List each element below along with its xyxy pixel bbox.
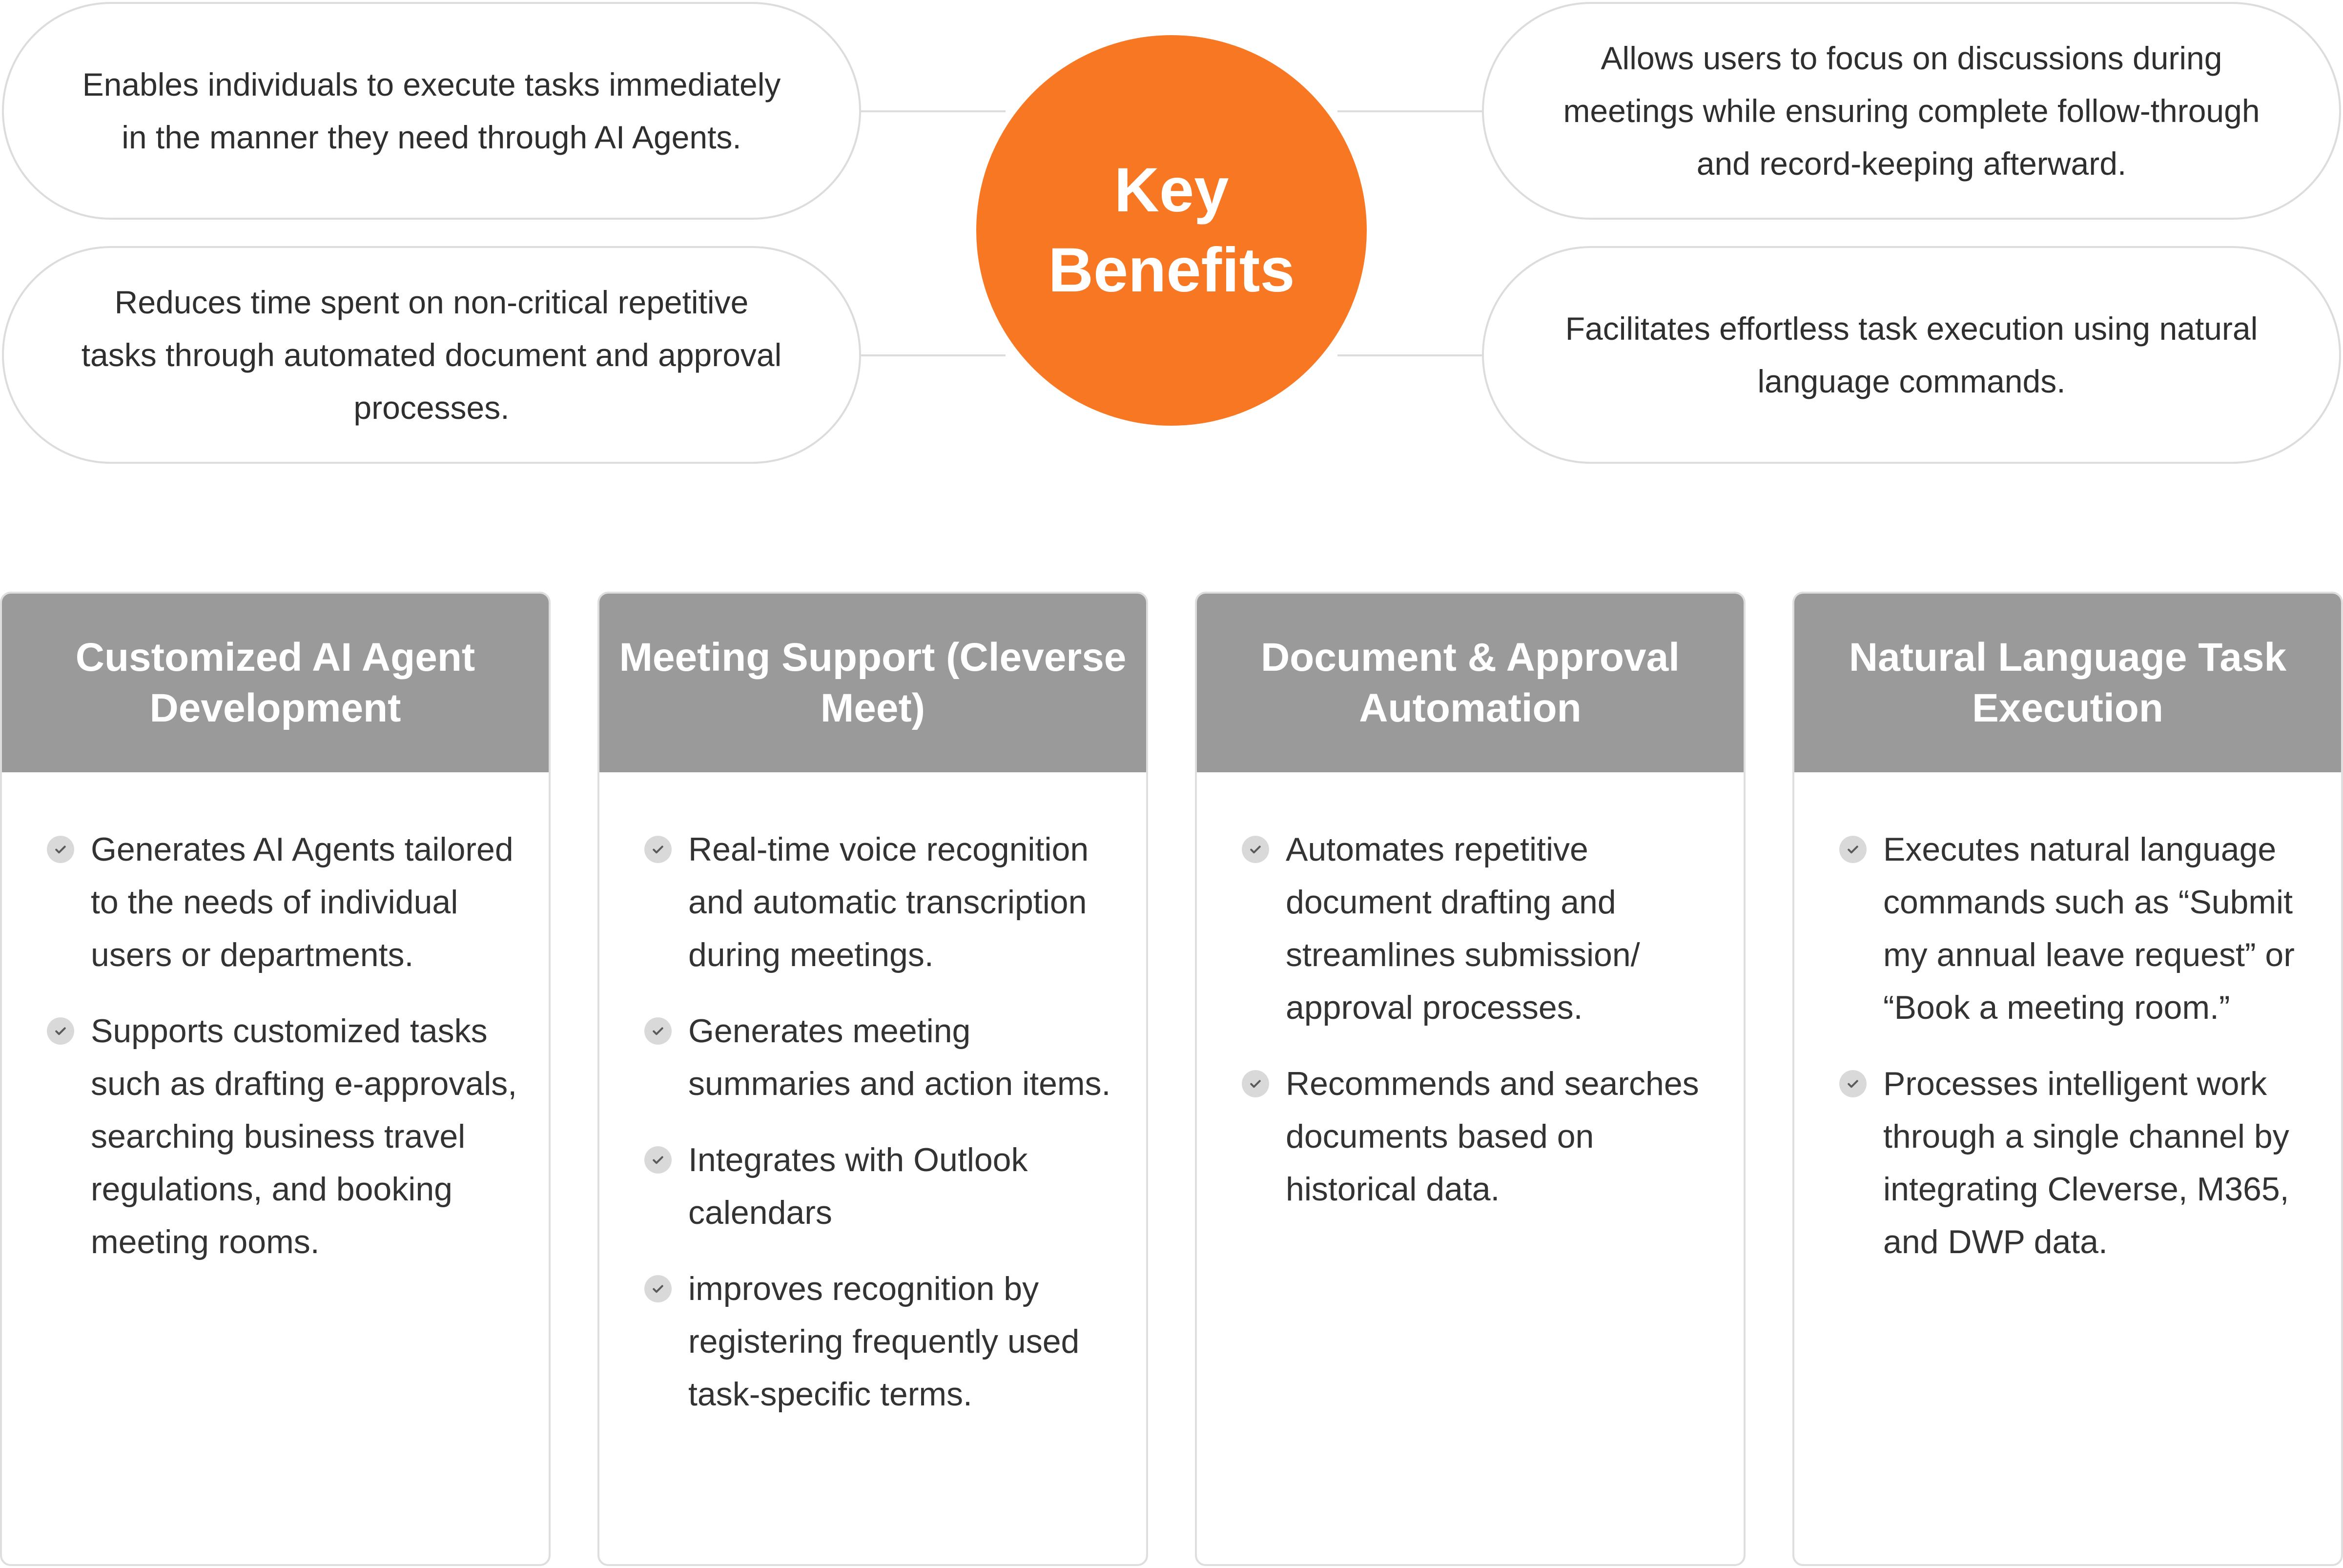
hub-title-line1: Key — [1114, 155, 1229, 225]
list-item — [644, 1005, 1115, 1110]
list-item-text: Supports customized tasks such as drafting e-approvals, searching business travel regulations, and booking meeting rooms. — [91, 1012, 517, 1260]
card-header — [1794, 594, 2341, 772]
feature-card-natural-language — [1792, 592, 2343, 1566]
list-item — [47, 823, 517, 981]
benefit-pill-bottom-left — [2, 246, 861, 464]
list-item — [644, 823, 1115, 981]
card-body — [1197, 772, 1744, 1216]
list-item-text: Recommends and searches documents based on historical data. — [1286, 1065, 1699, 1208]
benefit-pill-top-left — [2, 2, 861, 220]
list-item-text: Real-time voice recognition and automatic transcription during meetings. — [688, 831, 1089, 973]
benefit-text: Enables individuals to execute tasks immediately in the manner they need through AI Agents. — [82, 66, 781, 155]
card-header — [599, 594, 1146, 772]
list-item-text: Executes natural language commands such as “Submit my annual leave request” or “Book a meeting room.” — [1883, 831, 2295, 1026]
card-body — [599, 772, 1146, 1421]
list-item — [47, 1005, 517, 1268]
list-item — [1839, 823, 2310, 1034]
check-icon — [644, 1146, 672, 1174]
card-body — [2, 772, 549, 1268]
benefit-text: Reduces time spent on non-critical repetitive tasks through automated document and approval processes. — [81, 284, 782, 426]
check-icon — [644, 1017, 672, 1045]
list-item-text: Automates repetitive document drafting and streamlines submission/ approval processes. — [1286, 831, 1640, 1026]
list-item — [1242, 1057, 1712, 1216]
list-item-text: Processes intelligent work through a single channel by integrating Cleverse, M365, and DWP data. — [1883, 1065, 2289, 1260]
benefit-text: Facilitates effortless task execution using natural language commands. — [1565, 310, 2258, 399]
card-title: Document & Approval Automation — [1260, 635, 1680, 730]
check-icon — [644, 1275, 672, 1302]
benefit-text: Allows users to focus on discussions during meetings while ensuring complete follow-through and record-keeping afterward. — [1563, 40, 2260, 182]
key-benefits-hub — [976, 35, 1367, 426]
list-item — [644, 1134, 1115, 1239]
feature-card-meeting-support — [597, 592, 1148, 1566]
list-item — [1839, 1057, 2310, 1268]
check-icon — [1839, 1070, 1867, 1097]
card-header — [2, 594, 549, 772]
check-icon — [47, 1017, 74, 1045]
list-item — [1242, 823, 1712, 1034]
card-title: Natural Language Task Execution — [1849, 635, 2287, 730]
list-item — [644, 1262, 1115, 1421]
feature-card-ai-agent — [0, 592, 551, 1566]
feature-card-document-automation — [1195, 592, 1746, 1566]
card-body — [1794, 772, 2341, 1268]
benefit-pill-top-right — [1482, 2, 2341, 220]
list-item-text: Generates meeting summaries and action items. — [688, 1012, 1111, 1102]
benefit-pill-bottom-right — [1482, 246, 2341, 464]
card-title: Customized AI Agent Development — [75, 635, 475, 730]
list-item-text: Integrates with Outlook calendars — [688, 1141, 1028, 1231]
check-icon — [1839, 836, 1867, 863]
check-icon — [47, 836, 74, 863]
card-header — [1197, 594, 1744, 772]
list-item-text: Generates AI Agents tailored to the needs of individual users or departments. — [91, 831, 514, 973]
check-icon — [1242, 836, 1269, 863]
check-icon — [644, 836, 672, 863]
check-icon — [1242, 1070, 1269, 1097]
card-title: Meeting Support (Cleverse Meet) — [619, 635, 1127, 730]
list-item-text: improves recognition by registering frequently used task-specific terms. — [688, 1270, 1080, 1413]
hub-title-line2: Benefits — [1048, 235, 1295, 305]
